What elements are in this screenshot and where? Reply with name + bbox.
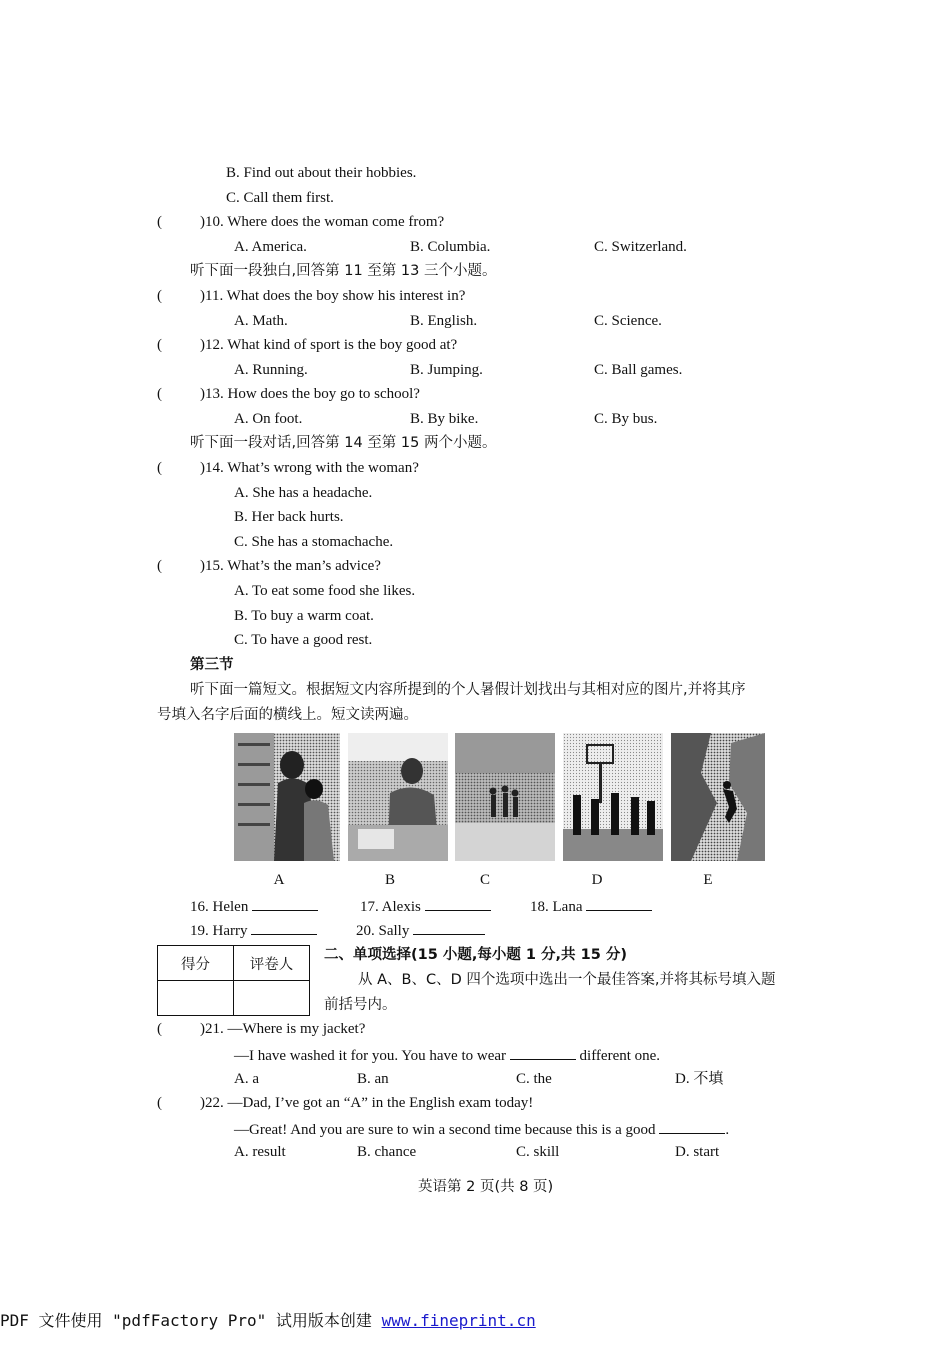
- photo-d-basketball: [563, 733, 663, 861]
- q12-stem: )12. What kind of sport is the boy good at?: [200, 337, 458, 353]
- photo-label-e: E: [703, 872, 713, 888]
- q14-stem: )14. What’s wrong with the woman?: [200, 460, 419, 476]
- q13-option-b: B. By bike.: [410, 411, 479, 427]
- q22-option-b: B. chance: [357, 1144, 417, 1160]
- name-19: 19. Harry: [190, 920, 317, 940]
- answer-paren: (: [157, 288, 162, 304]
- q21-stem: )21. —Where is my jacket?: [200, 1021, 366, 1037]
- q12-option-c: C. Ball games.: [594, 362, 683, 378]
- q10-option-c: C. Switzerland.: [594, 239, 687, 255]
- photo-e-rock-climbing: [671, 733, 765, 861]
- instruction-11-13: 听下面一段独白,回答第 11 至第 13 三个小题。: [190, 263, 497, 279]
- photo-b-office-worker: [348, 733, 448, 861]
- q10-option-b: B. Columbia.: [410, 239, 491, 255]
- answer-paren: (: [157, 1021, 162, 1037]
- score-header: 得分: [158, 946, 234, 981]
- q13-option-a: A. On foot.: [234, 411, 303, 427]
- q21-option-d: D. 不填: [675, 1071, 724, 1087]
- part2-title: 二、单项选择(15 小题,每小题 1 分,共 15 分): [324, 947, 627, 963]
- q21-option-a: A. a: [234, 1071, 259, 1087]
- score-table: [157, 945, 310, 1016]
- photo-c-beach: [455, 733, 555, 861]
- q21-option-c: C. the: [516, 1071, 552, 1087]
- grader-header: 评卷人: [234, 946, 310, 981]
- q22-response: —Great! And you are sure to win a second time because this is a good .: [234, 1119, 729, 1139]
- pdf-creator-note: [0, 1308, 536, 1331]
- part2-instruction-line2: 前括号内。: [324, 997, 397, 1013]
- photo-a-library: [234, 733, 340, 861]
- answer-paren: (: [157, 1095, 162, 1111]
- answer-paren: (: [157, 386, 162, 402]
- answer-paren: (: [157, 337, 162, 353]
- name-16: 16. Helen: [190, 896, 318, 916]
- pdf-note-text: PDF 文件使用 "pdfFactory Pro" 试用版本创建: [0, 1311, 372, 1330]
- q12-option-a: A. Running.: [234, 362, 308, 378]
- q9-option-b: B. Find out about their hobbies.: [226, 165, 417, 181]
- part2-instruction-line1: 从 A、B、C、D 四个选项中选出一个最佳答案,并将其标号填入题: [358, 972, 776, 988]
- name-17: 17. Alexis: [360, 896, 491, 916]
- answer-paren: (: [157, 214, 162, 230]
- answer-paren: (: [157, 460, 162, 476]
- fineprint-link[interactable]: www.fineprint.cn: [381, 1311, 536, 1330]
- section3-title: 第三节: [190, 657, 234, 673]
- answer-paren: (: [157, 558, 162, 574]
- photo-label-b: B: [384, 872, 395, 888]
- q15-stem: )15. What’s the man’s advice?: [200, 558, 381, 574]
- q9-option-c: C. Call them first.: [226, 190, 334, 206]
- q11-option-b: B. English.: [410, 313, 478, 329]
- photo-label-d: D: [591, 872, 603, 888]
- q15-option-a: A. To eat some food she likes.: [234, 583, 416, 599]
- score-cell: [158, 981, 234, 1016]
- q11-stem: )11. What does the boy show his interest in?: [200, 288, 466, 304]
- q12-option-b: B. Jumping.: [410, 362, 483, 378]
- instruction-14-15: 听下面一段对话,回答第 14 至第 15 两个小题。: [190, 435, 497, 451]
- q22-option-a: A. result: [234, 1144, 286, 1160]
- q10-option-a: A. America.: [234, 239, 307, 255]
- q13-option-c: C. By bus.: [594, 411, 658, 427]
- q22-option-d: D. start: [675, 1144, 720, 1160]
- section3-instruction-line2: 号填入名字后面的横线上。短文读两遍。: [157, 707, 418, 723]
- q15-option-c: C. To have a good rest.: [234, 632, 373, 648]
- q15-option-b: B. To buy a warm coat.: [234, 608, 374, 624]
- grader-cell: [234, 981, 310, 1016]
- q22-option-c: C. skill: [516, 1144, 560, 1160]
- q13-stem: )13. How does the boy go to school?: [200, 386, 420, 402]
- page-number: 英语第 2 页(共 8 页): [418, 1179, 554, 1195]
- q10-stem: )10. Where does the woman come from?: [200, 214, 445, 230]
- photo-label-a: A: [273, 872, 285, 888]
- q14-option-a: A. She has a headache.: [234, 485, 373, 501]
- name-18: 18. Lana: [530, 896, 652, 916]
- name-20: 20. Sally: [356, 920, 485, 940]
- q14-option-c: C. She has a stomachache.: [234, 534, 394, 550]
- q21-option-b: B. an: [357, 1071, 389, 1087]
- q11-option-c: C. Science.: [594, 313, 662, 329]
- q11-option-a: A. Math.: [234, 313, 288, 329]
- photo-label-c: C: [479, 872, 490, 888]
- q22-stem: )22. —Dad, I’ve got an “A” in the English exam today!: [200, 1095, 534, 1111]
- section3-instruction-line1: 听下面一篇短文。根据短文内容所提到的个人暑假计划找出与其相对应的图片,并将其序: [190, 682, 746, 698]
- q14-option-b: B. Her back hurts.: [234, 509, 344, 525]
- q21-response: —I have washed it for you. You have to wear different one.: [234, 1045, 660, 1065]
